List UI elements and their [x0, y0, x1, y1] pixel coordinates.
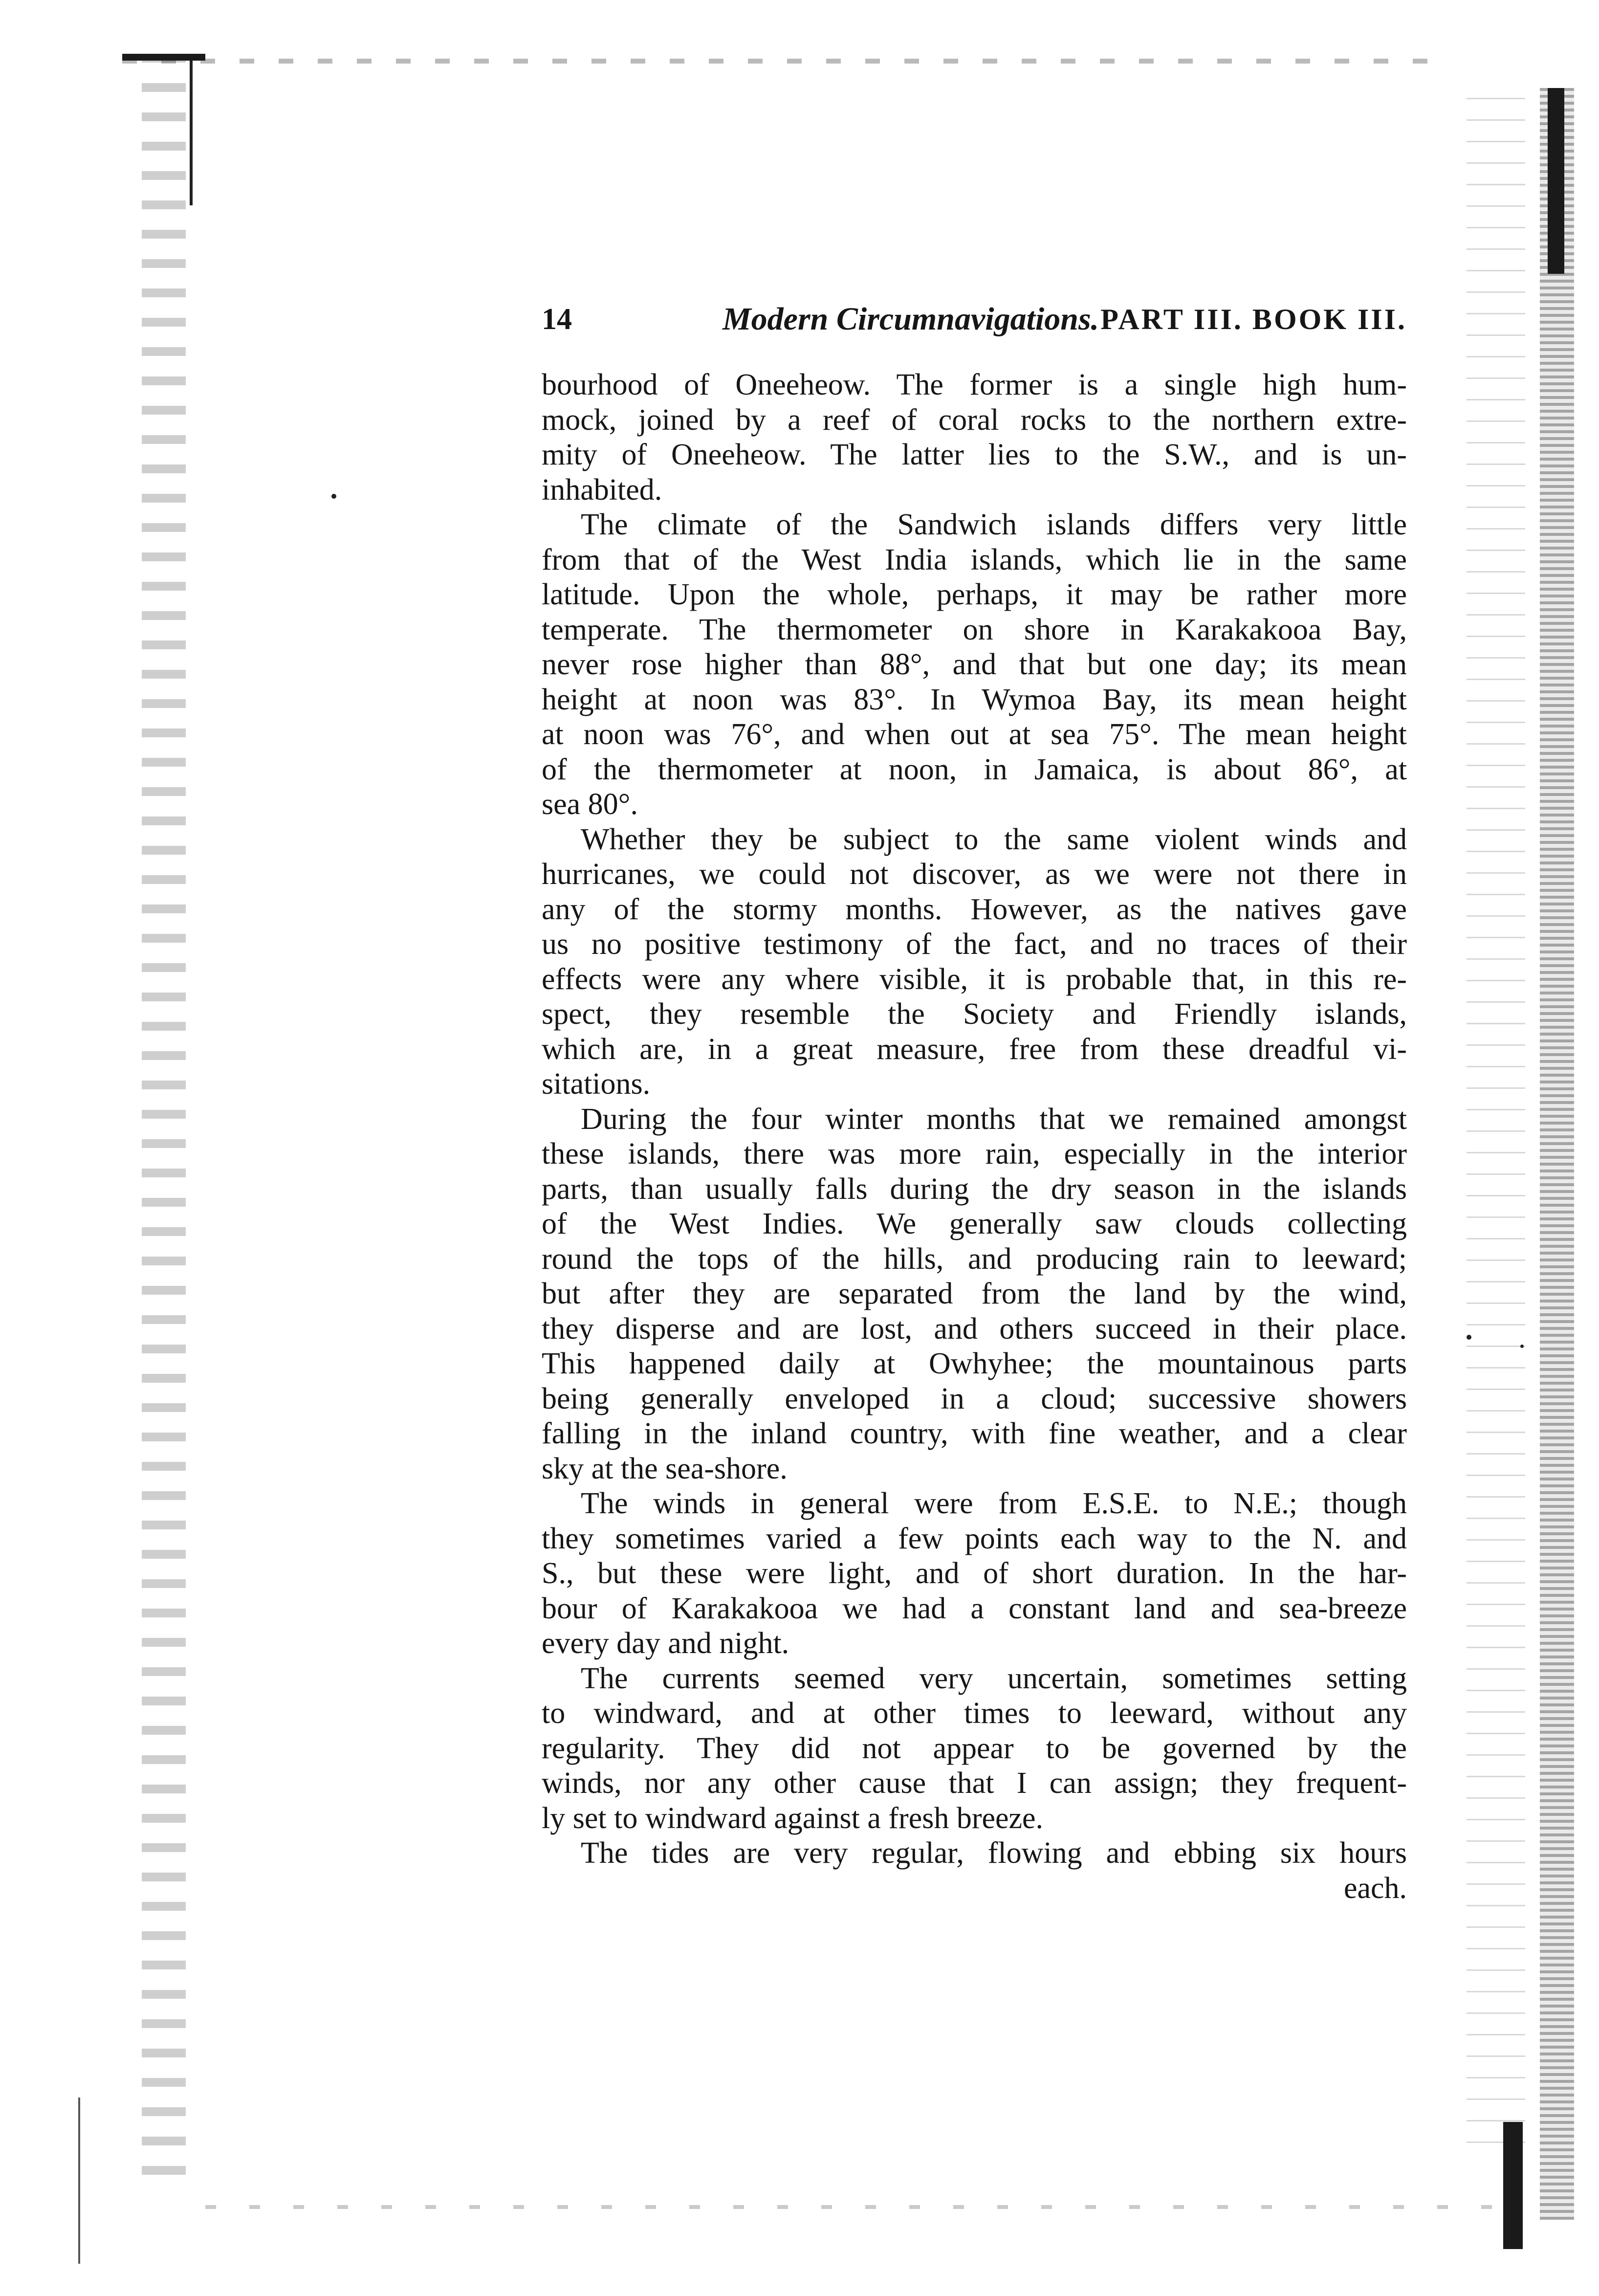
scan-edge-left: [142, 54, 186, 2195]
text-line: latitude. Upon the whole, perhaps, it may be rather more: [542, 578, 1407, 611]
text-line: ly set to windward against a fresh breeze.: [542, 1801, 1044, 1835]
text-line: hurricanes, we could not discover, as we were not there in: [542, 858, 1407, 891]
text-line: falling in the inland country, with fine weather, and a clear: [542, 1417, 1407, 1450]
scan-speck: [331, 494, 336, 499]
text-line: being generally enveloped in a cloud; successive showers: [542, 1382, 1407, 1415]
text-line: round the tops of the hills, and producing rain to leeward;: [542, 1242, 1407, 1276]
text-line: effects were any where visible, it is probable that, in this re-: [542, 962, 1407, 996]
scan-edge-right-mark: [1548, 88, 1564, 274]
text-line: The tides are very regular, flowing and ebbing six hours: [581, 1836, 1407, 1870]
text-line: parts, than usually falls during the dry season in the islands: [542, 1172, 1407, 1206]
text-line: these islands, there was more rain, especially in the interior: [542, 1137, 1407, 1170]
text-line: from that of the West India islands, which lie in the same: [542, 543, 1407, 576]
running-title: Modern Circumnavigations.: [723, 301, 1099, 337]
text-line: us no positive testimony of the fact, and no traces of their: [542, 927, 1407, 961]
scan-edge-top: [122, 59, 1442, 64]
text-line: bour of Karakakooa we had a constant land and sea-breeze: [542, 1591, 1407, 1625]
text-line: every day and night.: [542, 1627, 789, 1660]
page-number: 14: [542, 303, 572, 336]
text-line: S., but these were light, and of short duration. In the har-: [542, 1557, 1407, 1590]
scan-speck: [1467, 1335, 1471, 1340]
text-line: Whether they be subject to the same violent winds and: [581, 822, 1407, 856]
scan-edge-right-mark-lower: [1503, 2122, 1523, 2249]
text-line: The winds in general were from E.S.E. to N.E.; though: [581, 1487, 1407, 1520]
text-line: sea 80°.: [542, 788, 638, 821]
text-line: regularity. They did not appear to be governed by the: [542, 1731, 1407, 1765]
running-head: [542, 300, 1407, 339]
text-line: During the four winter months that we remained amongst: [581, 1102, 1407, 1136]
scan-edge-right: [1540, 88, 1574, 2220]
text-line: height at noon was 83°. In Wymoa Bay, its mean height: [542, 683, 1407, 716]
scan-edge-right-speckle: [1467, 98, 1525, 2151]
text-line: This happened daily at Owhyhee; the mountainous parts: [542, 1347, 1407, 1380]
text-line: to windward, and at other times to leeward, without any: [542, 1697, 1407, 1730]
text-line: mity of Oneeheow. The latter lies to the S.W., and is un-: [542, 438, 1407, 471]
text-line: The currents seemed very uncertain, sometimes setting: [581, 1661, 1407, 1695]
text-line: at noon was 76°, and when out at sea 75°. The mean height: [542, 718, 1407, 751]
text-line: bourhood of Oneeheow. The former is a single high hum-: [542, 368, 1407, 401]
text-line: spect, they resemble the Society and Friendly islands,: [542, 997, 1407, 1031]
text-line: but after they are separated from the land by the wind,: [542, 1277, 1407, 1310]
text-line: which are, in a great measure, free from these dreadful vi-: [542, 1032, 1407, 1066]
scan-edge-bottom: [205, 2205, 1501, 2209]
text-line: mock, joined by a reef of coral rocks to the northern extre-: [542, 403, 1407, 437]
text-line: any of the stormy months. However, as the natives gave: [542, 892, 1407, 926]
text-line: inhabited.: [542, 473, 662, 507]
scan-edge-left-mark-lower: [78, 2097, 80, 2264]
body-text: [542, 368, 1407, 1906]
scan-edge-left-mark: [190, 59, 193, 205]
text-line: never rose higher than 88°, and that but one day; its mean: [542, 648, 1407, 681]
text-line: temperate. The thermometer on shore in Karakakooa Bay,: [542, 613, 1407, 646]
text-line: The climate of the Sandwich islands differs very little: [581, 508, 1407, 541]
text-line: of the thermometer at noon, in Jamaica, is about 86°, at: [542, 752, 1407, 786]
text-line: sitations.: [542, 1067, 651, 1101]
text-line: they sometimes varied a few points each way to the N. and: [542, 1522, 1407, 1555]
text-line: they disperse and are lost, and others succeed in their place.: [542, 1312, 1407, 1346]
catchword: each.: [1343, 1871, 1407, 1905]
part-book-label: PART III. BOOK III.: [1100, 303, 1407, 335]
scan-speck: [1520, 1345, 1524, 1348]
text-line: of the West Indies. We generally saw clouds collecting: [542, 1207, 1407, 1240]
text-line: winds, nor any other cause that I can assign; they frequent-: [542, 1766, 1407, 1800]
scan-edge-top-mark: [122, 54, 205, 61]
text-line: sky at the sea-shore.: [542, 1452, 788, 1485]
